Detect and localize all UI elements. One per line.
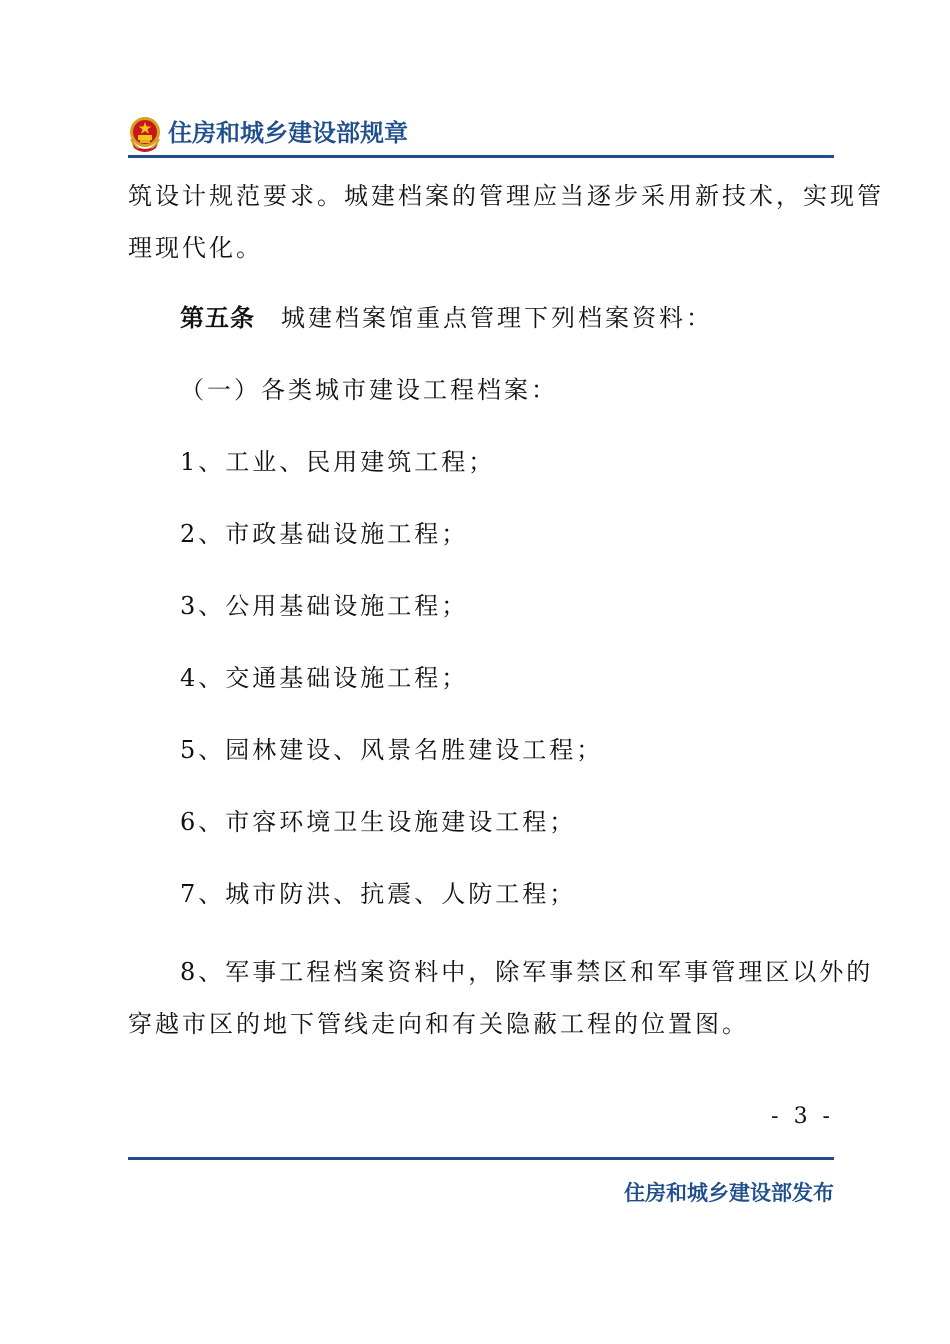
article-label: 第五条: [180, 304, 255, 332]
page-header: [128, 112, 834, 156]
list-item: 3、公用基础设施工程；: [180, 592, 469, 620]
footer-publisher: 住房和城乡建设部发布: [624, 1181, 834, 1205]
list-item: 7、城市防洪、抗震、人防工程；: [180, 880, 577, 908]
article-text: 城建档案馆重点管理下列档案资料：: [281, 304, 713, 332]
paragraph-line: 8、军事工程档案资料中，除军事禁区和军事管理区以外的: [180, 958, 874, 986]
paragraph-line: 理现代化。: [128, 234, 263, 262]
continuation-paragraph: [128, 170, 884, 274]
section-heading: （一）各类城市建设工程档案：: [180, 376, 558, 404]
list-item: 6、市容环境卫生设施建设工程；: [180, 808, 577, 836]
list-item: 4、交通基础设施工程；: [180, 664, 469, 692]
paragraph-line: 筑设计规范要求。城建档案的管理应当逐步采用新技术，实现管: [128, 182, 884, 210]
list-item: 2、市政基础设施工程；: [180, 520, 469, 548]
list-item-eight: [128, 946, 874, 1050]
article-five: [180, 298, 834, 338]
paragraph-line: 穿越市区的地下管线走向和有关隐蔽工程的位置图。: [128, 1010, 749, 1038]
footer-divider: [128, 1157, 834, 1160]
page-number: - 3 -: [771, 1104, 834, 1129]
list-item: 1、工业、民用建筑工程；: [180, 448, 496, 476]
header-divider: [128, 155, 834, 158]
header-title: 住房和城乡建设部规章: [168, 119, 408, 147]
national-emblem-icon: [128, 115, 162, 153]
list-item: 5、园林建设、风景名胜建设工程；: [180, 736, 604, 764]
